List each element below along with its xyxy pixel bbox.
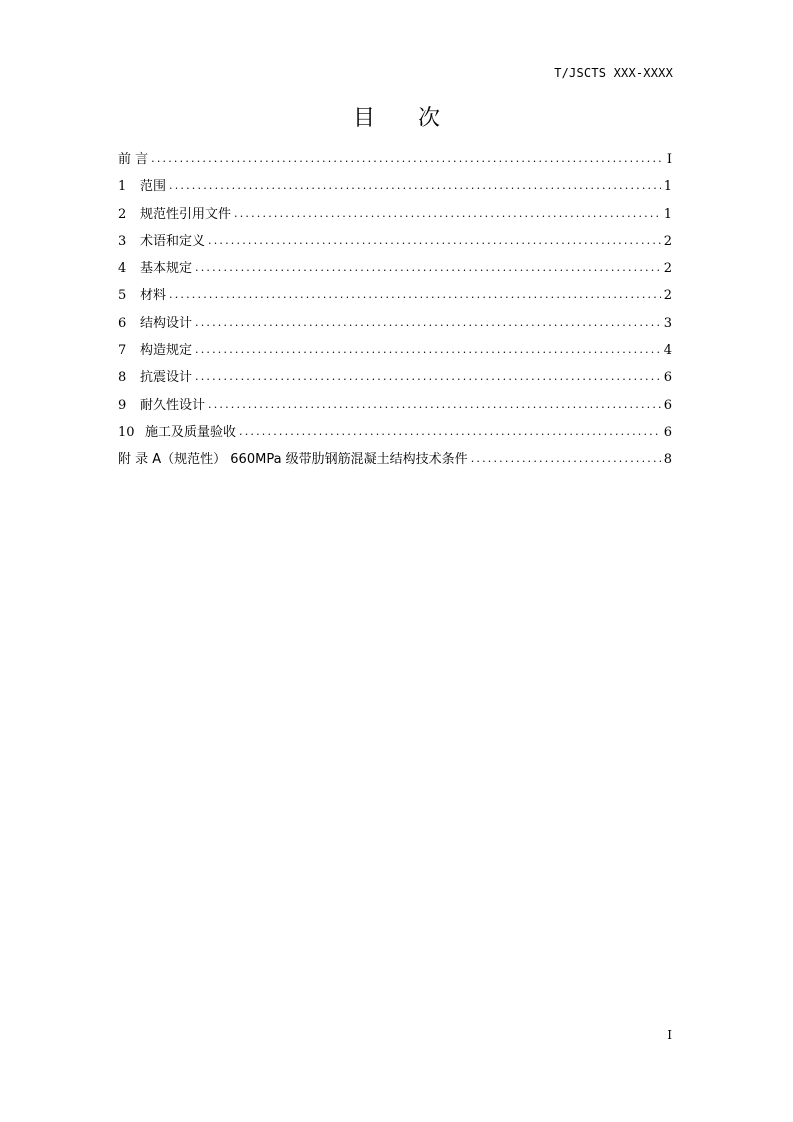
toc-leader-dots bbox=[169, 176, 661, 196]
toc-entry-label: 附 录 A（规范性） 660MPa 级带肋钢筋混凝土结构技术条件 bbox=[118, 452, 468, 468]
toc-entry-page: 1 bbox=[663, 179, 672, 195]
toc-entry-number: 7 bbox=[118, 343, 127, 359]
toc-entry-number: 3 bbox=[118, 233, 127, 249]
toc-entry-label: 构造规定 bbox=[140, 343, 193, 359]
toc-entry-foreword[interactable] bbox=[118, 150, 672, 177]
toc-entry-label: 术语和定义 bbox=[140, 233, 206, 249]
footer-page-number: I bbox=[667, 1028, 672, 1042]
toc-entry-page: 2 bbox=[663, 288, 672, 304]
toc-leader-dots bbox=[471, 449, 661, 469]
toc-entry-label: 材料 bbox=[140, 288, 167, 304]
toc-entry-appendix-a[interactable] bbox=[118, 450, 672, 477]
toc-entry-number: 9 bbox=[118, 397, 127, 413]
table-of-contents bbox=[118, 150, 672, 478]
toc-entry-page: 4 bbox=[663, 343, 672, 359]
toc-leader-dots bbox=[195, 367, 661, 387]
toc-entry-page: 2 bbox=[663, 233, 672, 249]
toc-entry-number: 4 bbox=[118, 261, 127, 277]
toc-leader-dots bbox=[195, 258, 661, 278]
toc-entry-page: 8 bbox=[663, 452, 672, 468]
toc-entry-1[interactable] bbox=[118, 177, 672, 204]
toc-leader-dots bbox=[239, 422, 661, 442]
toc-entry-number: 10 bbox=[118, 424, 135, 440]
toc-entry-number: 8 bbox=[118, 370, 127, 386]
toc-leader-dots bbox=[169, 285, 661, 305]
toc-entry-label: 结构设计 bbox=[140, 315, 193, 331]
toc-entry-page: 1 bbox=[663, 206, 672, 222]
toc-leader-dots bbox=[195, 313, 661, 333]
document-code: T/JSCTS XXX-XXXX bbox=[554, 66, 673, 80]
toc-entry-number: 6 bbox=[118, 315, 127, 331]
toc-entry-label: 前 言 bbox=[118, 152, 149, 167]
toc-entry-9[interactable] bbox=[118, 396, 672, 423]
toc-entry-8[interactable] bbox=[118, 368, 672, 395]
toc-entry-page: 6 bbox=[663, 424, 672, 440]
page-title: 目 次 bbox=[353, 106, 458, 131]
toc-leader-dots bbox=[208, 395, 661, 415]
toc-entry-page: 6 bbox=[663, 397, 672, 413]
toc-leader-dots bbox=[151, 149, 663, 169]
toc-entry-3[interactable] bbox=[118, 232, 672, 259]
toc-entry-label: 范围 bbox=[140, 179, 167, 195]
toc-entry-label: 施工及质量验收 bbox=[145, 424, 237, 440]
toc-entry-10[interactable] bbox=[118, 423, 672, 450]
toc-entry-page: I bbox=[666, 152, 672, 167]
toc-entry-number: 5 bbox=[118, 288, 127, 304]
toc-entry-page: 6 bbox=[663, 370, 672, 386]
toc-entry-label: 抗震设计 bbox=[140, 370, 193, 386]
toc-entry-5[interactable] bbox=[118, 286, 672, 313]
toc-leader-dots bbox=[195, 340, 661, 360]
toc-entry-number: 1 bbox=[118, 179, 127, 195]
toc-entry-label: 基本规定 bbox=[140, 261, 193, 277]
toc-entry-page: 3 bbox=[663, 315, 672, 331]
toc-entry-2[interactable] bbox=[118, 205, 672, 232]
toc-leader-dots bbox=[234, 204, 661, 224]
toc-entry-4[interactable] bbox=[118, 259, 672, 286]
toc-leader-dots bbox=[208, 231, 661, 251]
toc-entry-label: 规范性引用文件 bbox=[140, 206, 232, 222]
toc-entry-7[interactable] bbox=[118, 341, 672, 368]
toc-entry-6[interactable] bbox=[118, 314, 672, 341]
toc-entry-number: 2 bbox=[118, 206, 127, 222]
toc-entry-page: 2 bbox=[663, 261, 672, 277]
toc-entry-label: 耐久性设计 bbox=[140, 397, 206, 413]
